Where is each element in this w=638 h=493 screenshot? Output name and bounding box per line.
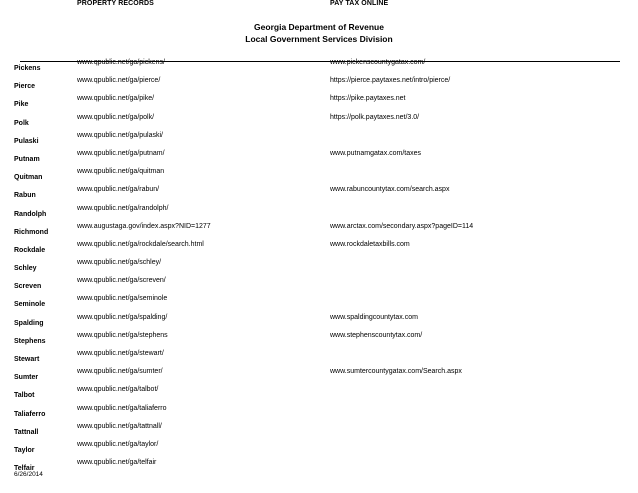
table-row — [0, 314, 638, 332]
table-row — [0, 186, 638, 204]
table-row — [0, 259, 638, 277]
table-row — [0, 132, 638, 150]
property-records-link[interactable]: www.qpublic.net/ga/quitman — [77, 168, 165, 176]
property-records-link[interactable]: www.augustaga.gov/index.aspx?NID=1277 — [77, 222, 211, 230]
table-row — [0, 95, 638, 113]
table-row — [0, 405, 638, 423]
table-row — [0, 114, 638, 132]
table-row — [0, 223, 638, 241]
column-header-pay-tax-online: PAY TAX ONLINE — [330, 0, 389, 7]
property-records-link[interactable]: www.qpublic.net/ga/pickens/ — [77, 59, 165, 66]
table-row — [0, 368, 638, 386]
county-name: Tattnall — [14, 428, 39, 436]
property-records-link[interactable]: www.qpublic.net/ga/stephens — [77, 331, 168, 339]
property-records-link[interactable]: www.qpublic.net/ga/stewart/ — [77, 350, 164, 357]
table-row — [0, 423, 638, 441]
county-name: Stephens — [14, 337, 46, 345]
property-records-link[interactable]: www.qpublic.net/ga/tattnall/ — [77, 422, 162, 430]
table-row — [0, 459, 638, 477]
county-name: Talbot — [14, 392, 35, 400]
page-date: 6/26/2014 — [14, 471, 43, 478]
county-name: Telfair — [14, 465, 35, 473]
county-name: Richmond — [14, 228, 49, 236]
pay-tax-link[interactable]: www.pickenscountygatax.com/ — [330, 59, 426, 66]
property-records-link[interactable]: www.qpublic.net/ga/talbot/ — [77, 386, 159, 394]
table-row — [0, 241, 638, 259]
county-name: Pickens — [14, 65, 41, 72]
property-records-link[interactable]: www.qpublic.net/ga/pierce/ — [77, 77, 161, 85]
county-name: Schley — [14, 265, 37, 273]
property-records-link[interactable]: www.qpublic.net/ga/telfair — [77, 459, 157, 467]
table-row — [0, 150, 638, 168]
county-name: Seminole — [14, 301, 46, 309]
property-records-link[interactable]: www.qpublic.net/ga/pulaski/ — [77, 131, 163, 139]
pay-tax-link[interactable]: www.stephenscountytax.com/ — [330, 331, 423, 339]
county-name: Rockdale — [14, 246, 46, 254]
property-records-link[interactable]: www.qpublic.net/ga/taliaferro — [77, 404, 167, 412]
property-records-link[interactable]: www.qpublic.net/ga/putnam/ — [77, 149, 165, 157]
county-name: Taliaferro — [14, 410, 46, 418]
property-records-link[interactable]: www.qpublic.net/ga/seminole — [77, 295, 168, 303]
property-records-link[interactable]: www.qpublic.net/ga/sumter/ — [77, 368, 163, 376]
county-name: Quitman — [14, 174, 43, 182]
table-row — [0, 277, 638, 295]
county-table — [0, 59, 638, 477]
property-records-link[interactable]: www.qpublic.net/ga/rabun/ — [77, 186, 160, 194]
county-name: Spalding — [14, 319, 44, 327]
property-records-link[interactable]: www.qpublic.net/ga/pike/ — [77, 95, 155, 103]
document-title: Georgia Department of Revenue — [254, 22, 384, 32]
county-name: Screven — [14, 283, 42, 291]
county-name: Sumter — [14, 374, 39, 382]
table-row — [0, 386, 638, 404]
county-name: Rabun — [14, 192, 36, 200]
pay-tax-link[interactable]: www.putnamgatax.com/taxes — [330, 149, 422, 157]
table-row — [0, 168, 638, 186]
pay-tax-link[interactable]: www.arctax.com/secondary.aspx?pageID=114 — [330, 222, 474, 230]
pay-tax-link[interactable]: www.rockdaletaxbills.com — [330, 240, 410, 248]
table-row — [0, 332, 638, 350]
table-row — [0, 350, 638, 368]
property-records-link[interactable]: www.qpublic.net/ga/polk/ — [77, 113, 155, 121]
property-records-link[interactable]: www.qpublic.net/ga/taylor/ — [77, 440, 159, 448]
county-name: Stewart — [14, 356, 40, 363]
property-records-link[interactable]: www.qpublic.net/ga/randolph/ — [77, 204, 169, 212]
pay-tax-link[interactable]: https://pierce.paytaxes.net/intro/pierce/ — [330, 77, 451, 85]
pay-tax-link[interactable]: https://polk.paytaxes.net/3.0/ — [330, 113, 420, 121]
table-row — [0, 77, 638, 95]
table-row — [0, 205, 638, 223]
property-records-link[interactable]: www.qpublic.net/ga/spalding/ — [77, 313, 168, 321]
pay-tax-link[interactable]: www.spaldingcountytax.com — [330, 313, 418, 321]
document-subtitle: Local Government Services Division — [245, 34, 393, 44]
property-records-link[interactable]: www.qpublic.net/ga/rockdale/search.html — [77, 240, 204, 248]
county-name: Pulaski — [14, 137, 39, 145]
county-name: Randolph — [14, 210, 47, 218]
table-row — [0, 441, 638, 459]
pay-tax-link[interactable]: https://pike.paytaxes.net — [330, 95, 406, 103]
column-header-property-records: PROPERTY RECORDS — [77, 0, 154, 7]
county-name: Pike — [14, 101, 29, 109]
table-row — [0, 59, 638, 77]
county-name: Taylor — [14, 446, 35, 454]
county-name: Pierce — [14, 83, 36, 91]
county-name: Polk — [14, 119, 29, 127]
table-row — [0, 295, 638, 313]
pay-tax-link[interactable]: www.sumtercountygatax.com/Search.aspx — [330, 368, 462, 376]
property-records-link[interactable]: www.qpublic.net/ga/screven/ — [77, 277, 166, 285]
property-records-link[interactable]: www.qpublic.net/ga/schley/ — [77, 259, 162, 267]
pay-tax-link[interactable]: www.rabuncountytax.com/search.aspx — [330, 186, 450, 194]
county-name: Putnam — [14, 155, 40, 163]
